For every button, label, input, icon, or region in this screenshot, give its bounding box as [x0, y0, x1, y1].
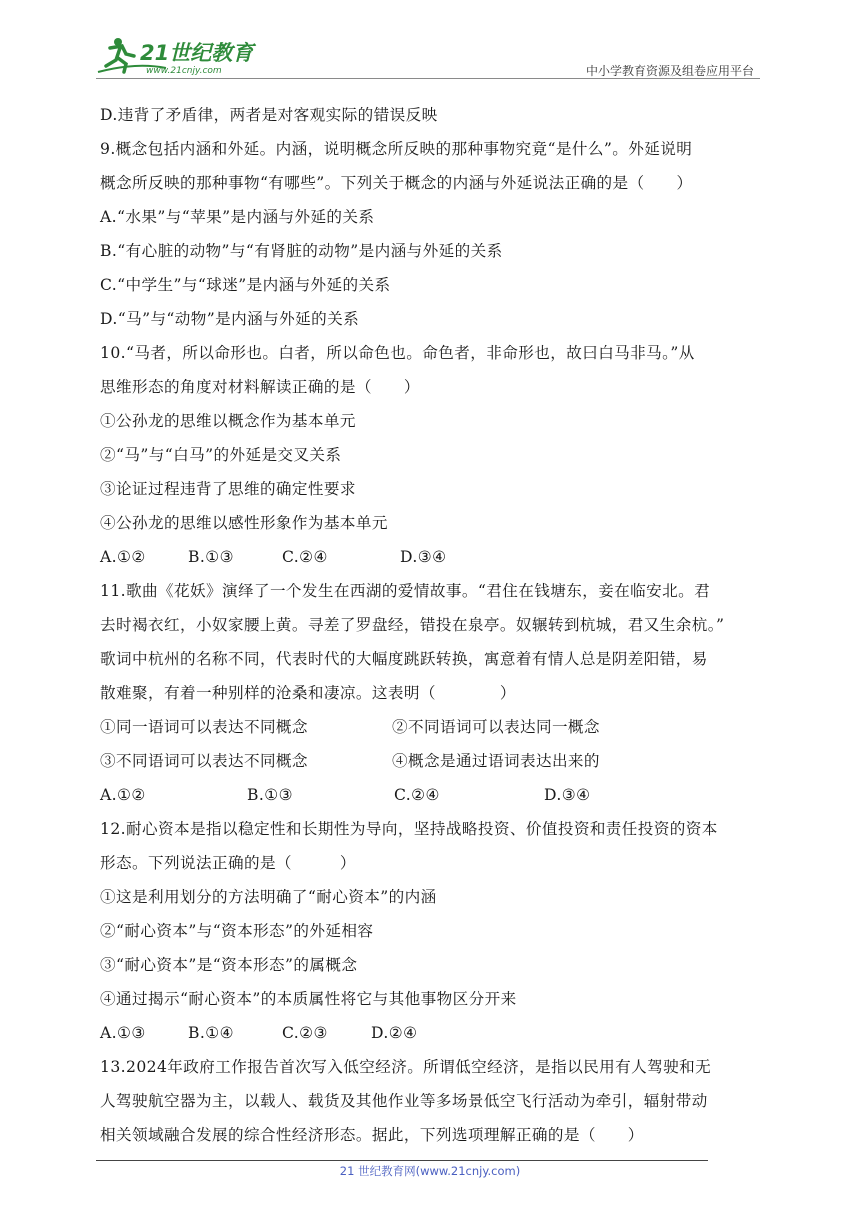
text-line: 13.2024年政府工作报告首次写入低空经济。所谓低空经济，是指以民用有人驾驶和无	[100, 1058, 712, 1076]
option: A.①②	[100, 786, 146, 804]
q11-statements-row	[100, 710, 768, 744]
text-line: ①公孙龙的思维以概念作为基本单元	[100, 412, 356, 430]
text-line: ②“耐心资本”与“资本形态”的外延相容	[100, 922, 374, 940]
statement: ③不同语词可以表达不同概念	[100, 752, 308, 770]
footer-divider	[96, 1160, 708, 1161]
page-header	[96, 30, 760, 78]
option: D.③④	[400, 548, 447, 566]
option: B.①③	[188, 548, 234, 566]
q11-statements-row	[100, 744, 768, 778]
option: C.②④	[282, 548, 328, 566]
text-line: 形态。下列说法正确的是（ ）	[100, 854, 356, 872]
text-line: ①这是利用划分的方法明确了“耐心资本”的内涵	[100, 888, 437, 906]
text-line: ④公孙龙的思维以感性形象作为基本单元	[100, 514, 388, 532]
option: A.①②	[100, 548, 146, 566]
text-line: ③论证过程违背了思维的确定性要求	[100, 480, 356, 498]
text-line: 歌词中杭州的名称不同，代表时代的大幅度跳跃转换，寓意着有情人总是阴差阳错，易	[100, 650, 708, 668]
text-line: ②“马”与“白马”的外延是交叉关系	[100, 446, 342, 464]
text-line: 人驾驶航空器为主，以载人、载货及其他作业等多场景低空飞行活动为牵引，辐射带动	[100, 1092, 708, 1110]
logo-url: www.21cnjy.com	[146, 66, 222, 76]
option: C.②④	[394, 786, 440, 804]
text-line: 9.概念包括内涵和外延。内涵，说明概念所反映的那种事物究竟“是什么”。外延说明	[100, 140, 693, 158]
document-body	[100, 98, 768, 1152]
option: C.②③	[282, 1024, 328, 1042]
option: A.①③	[100, 1024, 146, 1042]
text-line: ④通过揭示“耐心资本”的本质属性将它与其他事物区分开来	[100, 990, 517, 1008]
option: D.②④	[371, 1024, 418, 1042]
text-line: 相关领域融合发展的综合性经济形态。据此，下列选项理解正确的是（ ）	[100, 1126, 644, 1144]
header-divider	[96, 78, 760, 79]
text-line: C.“中学生”与“球迷”是内涵与外延的关系	[100, 276, 391, 294]
text-line: 11.歌曲《花妖》演绎了一个发生在西湖的爱情故事。“君住在钱塘东，妾在临安北。君	[100, 582, 711, 600]
text-line: D.“马”与“动物”是内涵与外延的关系	[100, 310, 360, 328]
text-line: D.违背了矛盾律，两者是对客观实际的错误反映	[100, 106, 438, 124]
text-line: 思维形态的角度对材料解读正确的是（ ）	[100, 378, 420, 396]
q10-options	[100, 540, 768, 574]
q12-options	[100, 1016, 768, 1050]
statement: ①同一语词可以表达不同概念	[100, 718, 308, 736]
statement: ②不同语词可以表达同一概念	[392, 718, 600, 736]
option: D.③④	[544, 786, 591, 804]
text-line: A.“水果”与“苹果”是内涵与外延的关系	[100, 208, 375, 226]
text-line: 12.耐心资本是指以稳定性和长期性为导向，坚持战略投资、价值投资和责任投资的资本	[100, 820, 718, 838]
text-line: 概念所反映的那种事物“有哪些”。下列关于概念的内涵与外延说法正确的是（ ）	[100, 174, 693, 192]
q11-options	[100, 778, 768, 812]
option: B.①④	[188, 1024, 234, 1042]
text-line: 10.“马者，所以命形也。白者，所以命色也。命色者，非命形也，故曰白马非马。”从	[100, 344, 695, 362]
page-footer: 21 世纪教育网(www.21cnjy.com)	[339, 1164, 521, 1178]
text-line: 去时褐衣红，小奴家腰上黄。寻差了罗盘经，错投在泉亭。奴辗转到杭城，君又生余杭。”	[100, 616, 725, 634]
logo-text: 21世纪教育	[140, 41, 254, 65]
logo-21cnjy	[96, 34, 266, 76]
text-line: B.“有心脏的动物”与“有肾脏的动物”是内涵与外延的关系	[100, 242, 503, 260]
statement: ④概念是通过语词表达出来的	[392, 752, 600, 770]
option: B.①③	[247, 786, 293, 804]
text-line: 散难聚，有着一种别样的沧桑和凄凉。这表明（ ）	[100, 684, 516, 702]
platform-name: 中小学教育资源及组卷应用平台	[585, 64, 754, 78]
text-line: ③“耐心资本”是“资本形态”的属概念	[100, 956, 358, 974]
